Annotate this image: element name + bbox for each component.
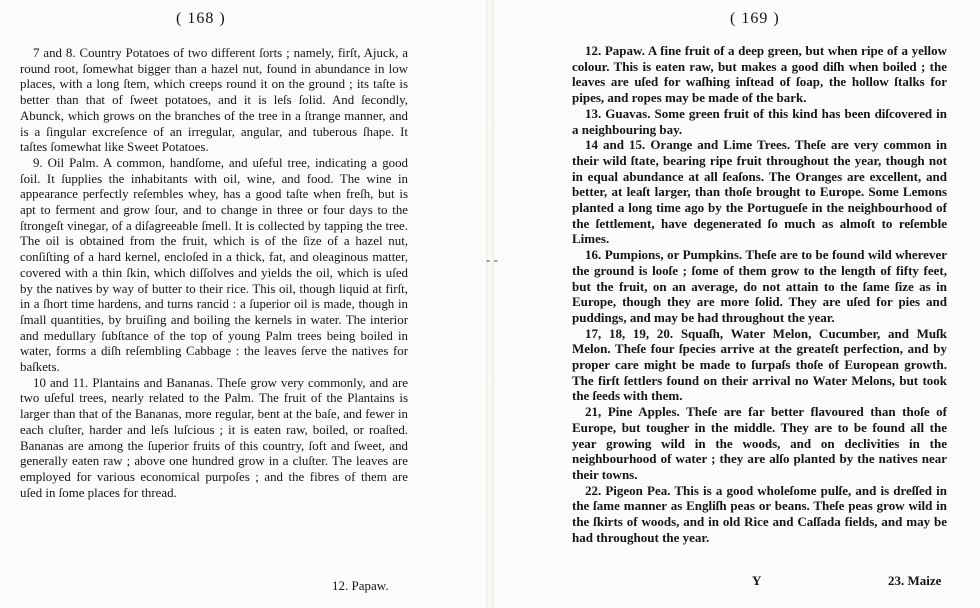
- paragraph-pine-apples: 21, Pine Apples. Theſe are far better flavoured than thoſe of Europe, but tougher in the middle. They are to be found all the year growing wild in the woods, and on declivities in the neighbourhood of water ; they are alſo planted by the natives near their towns.: [572, 404, 947, 482]
- signature-mark: Y: [752, 573, 762, 588]
- page-body: [572, 43, 947, 546]
- paragraph-plantains-bananas: 10 and 11. Plantains and Bananas. Theſe grow very commonly, and are two uſeful trees, nearly related to the Palm. The fruit of the Plantains is larger than that of the Bananas, more regular, bent at the baſe, and fewer in each cluſter, harder and leſs luſcious ; it is eaten raw, boiled, or roaſted. Bananas are among the ſuperior fruits of this country, ſoft and ſweet, and generally eaten raw ; above one hundred grow in a cluſter. The leaves are employed for various economical purpoſes ; and the fibres of them are uſed in ſome places for thread.: [20, 375, 408, 500]
- paragraph-pigeon-pea: 22. Pigeon Pea. This is a good wholeſome pulſe, and is dreſſed in the ſame manner as Engliſh peas or beans. Theſe peas grow wild in the ſkirts of woods, and in old Rice and Caſſada fields, and may be had throughout the year.: [572, 482, 947, 545]
- page-number: ( 169 ): [730, 10, 780, 27]
- paragraph-potatoes: 7 and 8. Country Potatoes of two different ſorts ; namely, firſt, Ajuck, a round root, ſomewhat bigger than a hazel nut, found in abundance in low places, with a long ſtem, which creeps round it on the ground ; its taſte is better than that of ſweet potatoes, and it is leſs ſolid. And ſecondly, Abunck, which grows on the branches of the tree in a ſtrange manner, and is a ſingular excreſence of an irregular, angular, and tuberous ſhape. It taſtes ſomewhat like Sweet Potatoes.: [20, 46, 408, 155]
- paragraph-orange-lime: 14 and 15. Orange and Lime Trees. Theſe are very common in their wild ſtate, bearing ripe fruit throughout the year, though not in equal abundance at all ſeaſons. The Oranges are excellent, and better, at leaſt larger, than thoſe brought to Europe. Some Lemons planted a long time ago by the Portugueſe in the neighbourhood of the ſettlement, have degenerated ſo much as almoſt to reſemble Limes.: [572, 137, 947, 247]
- paragraph-papaw: 12. Papaw. A fine fruit of a deep green, but when ripe of a yellow colour. This is eaten raw, but makes a good diſh when boiled ; the leaves are uſed for waſhing inſtead of ſoap, the hollow ſtalks for pipes, and ropes may be made of the bark.: [572, 43, 947, 106]
- page-number: ( 168 ): [176, 10, 226, 27]
- stray-mark: - -: [486, 252, 498, 267]
- page-body: [20, 46, 408, 501]
- catchword: 12. Papaw.: [332, 578, 389, 593]
- gutter: [486, 0, 494, 608]
- paragraph-squash-melons: 17, 18, 19, 20. Squaſh, Water Melon, Cucumber, and Muſk Melon. Theſe four ſpecies arrive at the greateſt perfection, and by proper care might be made to ſurpaſs thoſe of European growth. The firſt ſettlers found on their arrival no Water Melons, but took the ſeeds with them.: [572, 325, 947, 404]
- catchword: 23. Maize: [888, 573, 942, 588]
- paragraph-oil-palm: 9. Oil Palm. A common, handſome, and uſeful tree, indicating a good ſoil. It ſupplies the inhabitants with oil, wine, and food. The wine in appearance perfectly reſembles whey, has a good taſte when freſh, but is apt to ferment and grow ſour, and to change in three or four days to the ſtrongeſt vinegar, of a diſagreeable ſmell. It is collected by tapping the tree. The oil is obtained from the fruit, which is of the ſize of a hazel nut, conſiſting of a hard kernel, encloſed in a thick, fat, and oleaginous matter, covered with a thin ſkin, which diſſolves and yields the oil, which is uſed by the natives by way of butter to their rice. This oil, though liquid at firſt, in a ſhort time hardens, and turns rancid : a ſuperior oil is made, though in ſmall quantities, by bruiſing and boiling the kernels in water. The interior and medullary ſubſtance of the top of young Palm trees being boiled in water, forms a diſh reſembling Cabbage : the leaves ſerve the natives for baſkets.: [20, 155, 408, 375]
- paragraph-pumpkins: 16. Pumpions, or Pumpkins. Theſe are to be found wild wherever the ground is looſe ; ſome of them grow to the length of fifty feet, but the fruit, on an average, do not attain to the ſame ſize as in Europe, though they are more ſolid. They are uſed for pies and puddings, and may be had throughout the year.: [572, 247, 947, 325]
- right-page: [494, 0, 980, 608]
- paragraph-guavas: 13. Guavas. Some green fruit of this kind has been diſcovered in a neighbouring bay.: [572, 105, 947, 137]
- left-page: [0, 0, 486, 608]
